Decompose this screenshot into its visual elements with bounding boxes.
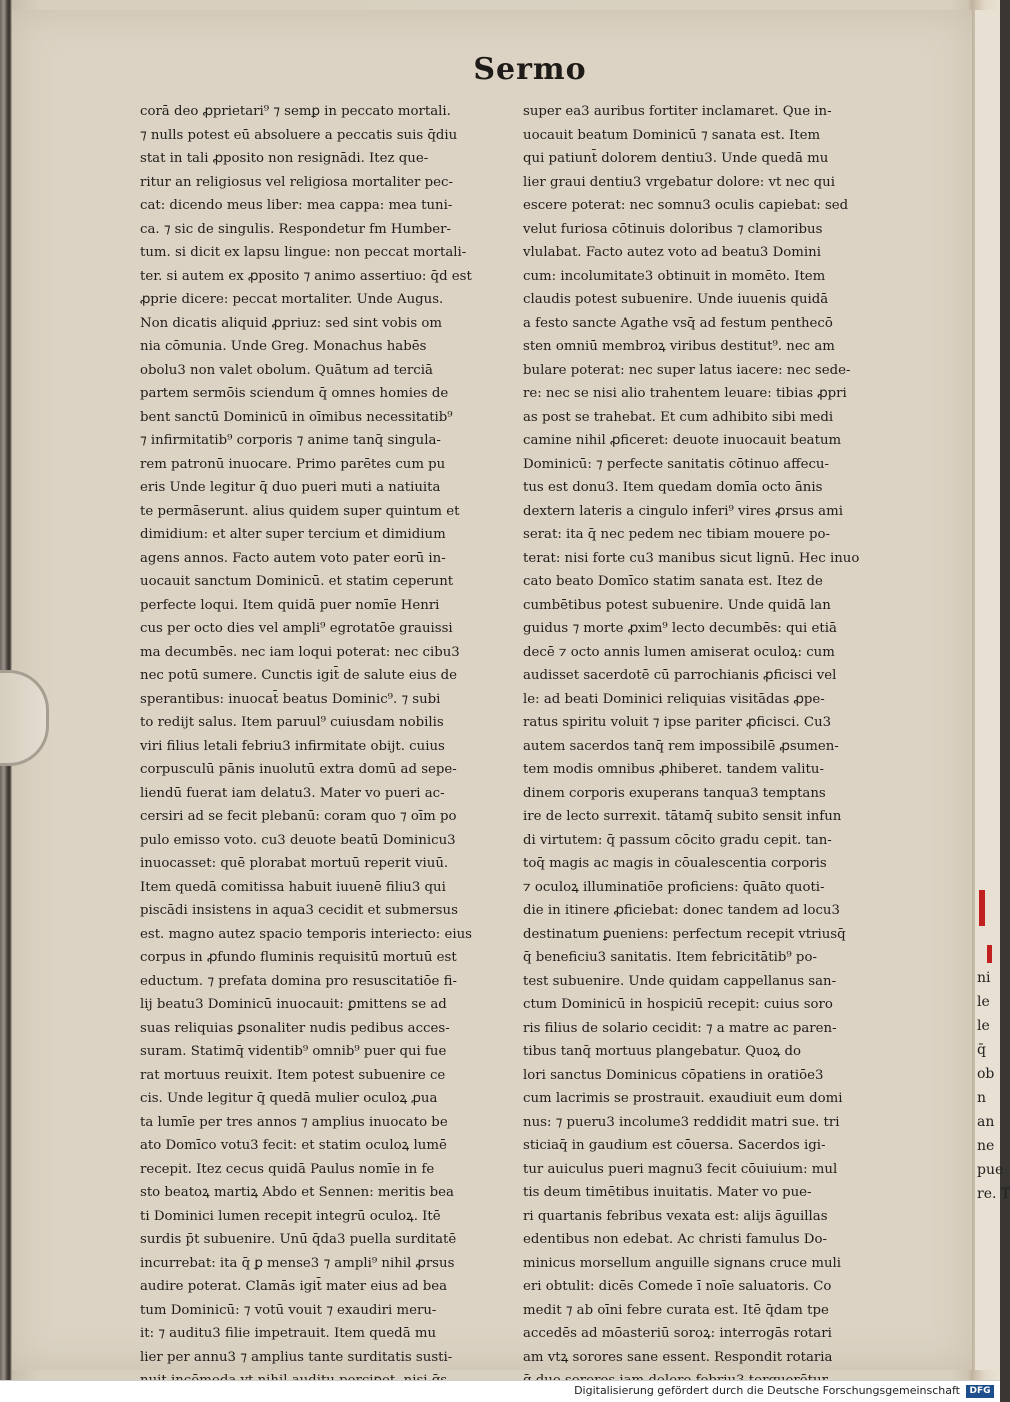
text-line: le: ad beati Dominici reliquias visitādas ꝓpe‑ <box>523 691 825 707</box>
text-line: a festo sancte Agathe vsq̄ ad festum penthecō <box>523 315 833 331</box>
next-page-fragment: pue <box>977 1162 1004 1178</box>
text-line: minicus morsellum anguille signans cruce muli <box>523 1255 842 1271</box>
text-line: bent sanctū Dominicū in oīmibus necessitatib⁹ <box>140 409 453 425</box>
text-line: rat mortuus reuixit. Item potest subuenire ce <box>140 1067 446 1083</box>
text-line: eri obtulit: dicēs Comede ī noīe saluatoris. Co <box>523 1279 832 1294</box>
text-line: ter. si autem ex ꝓposito ⁊ animo assertiuo: q̄d est <box>140 268 472 284</box>
text-line: tur auiculus pueri magnu3 fecit cōuiuium: mul <box>523 1161 838 1177</box>
adjacent-page-edge <box>975 10 1010 1370</box>
text-line: corpusculū pānis inuolutū extra domū ad sepe‑ <box>140 762 457 777</box>
text-line: sticiaq̄ in gaudium est cōuersa. Sacerdos igi‑ <box>523 1138 826 1153</box>
text-line: eductum. ⁊ prefata domina pro resuscitatiōe fi‑ <box>140 973 457 989</box>
next-page-fragment: ni <box>977 970 991 986</box>
text-line: ꝓprie dicere: peccat mortaliter. Unde Augus. <box>140 292 444 307</box>
text-line: ti Dominici lumen recepit integrū oculoꝝ. Itē <box>140 1208 441 1224</box>
text-line: autem sacerdos tanq̄ rem impossibilē ꝓsumen‑ <box>523 738 839 754</box>
text-line: ato Domīco votu3 fecit: et statim oculoꝝ lumē <box>140 1138 447 1153</box>
text-line: as post se trahebat. Et cum adhibito sibi medi <box>523 409 834 425</box>
text-line: eris Unde legitur q̄ duo pueri muti a natiuita <box>140 480 441 495</box>
text-line: cersiri ad se fecit plebanū: coram quo ⁊ oīm po <box>140 809 457 824</box>
text-line: terat: nisi forte cu3 manibus sicut lignū. Hec inuo <box>523 550 860 566</box>
text-line: bulare poterat: nec super latus iacere: nec sede‑ <box>523 362 851 378</box>
text-line: sperantibus: inuocat̄ beatus Dominic⁹. ⁊ subi <box>140 691 441 707</box>
next-page-fragment: ne <box>977 1138 995 1154</box>
text-line: ratus spiritu voluit ⁊ ipse pariter ꝓficisci. Cu3 <box>523 715 832 730</box>
text-line: cum: incolumitate3 obtinuit in momēto. Item <box>523 268 826 284</box>
text-line: dinem corporis exuperans tanqua3 temptans <box>523 785 826 801</box>
text-line: re: nec se nisi alio trahentem leuare: tibias ꝓpri <box>523 386 847 401</box>
text-line: guidus ⁊ morte ꝓxim⁹ lecto decumbēs: qui etiā <box>523 621 837 636</box>
text-line: ctum Dominicū in hospiciū recepit: cuius soro <box>523 997 833 1012</box>
text-line: pulo emisso voto. cu3 deuote beatū Dominicu3 <box>140 832 456 848</box>
text-line: nus: ⁊ pueru3 incolume3 reddidit matri sue. tri <box>523 1114 840 1130</box>
text-line: am vtꝝ sorores sane essent. Respondit rotaria <box>523 1349 833 1365</box>
text-line: ri quartanis febribus vexata est: alijs āguillas <box>523 1208 828 1224</box>
text-line: ritur an religiosus vel religiosa mortaliter pec‑ <box>140 174 453 190</box>
text-line: lier per annu3 ⁊ amplius tante surditatis susti‑ <box>140 1349 453 1365</box>
next-page-fragment: re. T <box>977 1186 1010 1202</box>
text-line: liendū fuerat iam delatu3. Mater vo pueri ac‑ <box>140 785 445 801</box>
text-line: ⁊ oculoꝝ illuminatiōe proficiens: q̄uāto quoti‑ <box>523 879 825 895</box>
text-line: surdis p̄t subuenire. Unū q̄da3 puella surditatē <box>140 1232 457 1247</box>
text-line: dextern lateris a cingulo inferi⁹ vires ꝓrsus ami <box>523 503 843 519</box>
text-line: piscādi insistens in aqua3 cecidit et submersus <box>140 903 458 918</box>
next-page-fragment: le <box>977 994 990 1010</box>
text-line: uocauit beatum Dominicū ⁊ sanata est. Item <box>523 127 821 143</box>
text-line: ta lumīe per tres annos ⁊ amplius inuocato be <box>140 1114 448 1130</box>
text-line: edentibus non edebat. Ac christi famulus Do‑ <box>523 1232 827 1247</box>
text-line: dimidium: et alter super tercium et dimidium <box>140 527 446 542</box>
next-page-fragment: n <box>977 1090 987 1106</box>
text-line: suas reliquias ꝑsonaliter nudis pedibus acces‑ <box>140 1020 450 1036</box>
text-line: recepit. Itez cecus quidā Paulus nomīe in fe <box>140 1161 435 1177</box>
text-line: tum. si dicit ex lapsu lingue: non peccat mortali‑ <box>140 245 467 260</box>
text-line: medit ⁊ ab oīni febre curata est. Itē q̄dam tpe <box>523 1302 829 1318</box>
text-line: tem modis omnibus ꝓhiberet. tandem valitu‑ <box>523 762 824 777</box>
text-line: cumbētibus potest subuenire. Unde quidā lan <box>523 597 831 613</box>
text-line: test subuenire. Unde quidam cappellanus san‑ <box>523 973 837 989</box>
text-line: cis. Unde legitur q̄ quedā mulier oculoꝝ ꝓua <box>140 1091 438 1106</box>
text-line: sto beatoꝝ martiꝝ Abdo et Sennen: meritis bea <box>140 1185 454 1200</box>
text-line: incurrebat: ita q̄ ꝑ mense3 ⁊ ampli⁹ nihil ꝓrsus <box>140 1255 455 1271</box>
next-page-fragment: q̄ <box>977 1042 986 1058</box>
text-line: cato beato Domīco statim sanata est. Itez de <box>523 574 823 589</box>
text-line: tus est donu3. Item quedam domīa octo ānis <box>523 480 823 495</box>
next-page-fragment: an <box>977 1114 995 1130</box>
text-line: q̄ beneficiu3 sanitatis. Item febricitātib⁹ po‑ <box>523 950 817 965</box>
text-line: it: ⁊ auditu3 filie impetrauit. Item quedā mu <box>140 1326 437 1341</box>
text-line: ris filius de solario cecidit: ⁊ a matre ac paren‑ <box>523 1020 837 1036</box>
text-line: cat: dicendo meus liber: mea cappa: mea tuni‑ <box>140 198 453 213</box>
text-line: cum lacrimis se prostrauit. exaudiuit eum domi <box>523 1091 843 1106</box>
text-line: tibus tanq̄ mortuus plangebatur. Quoꝝ do <box>523 1044 802 1059</box>
text-line: est. magno autez spacio temporis interiecto: eius <box>140 926 472 942</box>
text-line: lori sanctus Dominicus cōpatiens in oratiōe3 <box>523 1067 824 1083</box>
text-line: escere poterat: nec somnu3 oculis capiebat: sed <box>523 198 849 213</box>
text-line: partem sermōis sciendum q̄ omnes homies de <box>140 386 449 401</box>
text-line: serat: ita q̄ nec pedem nec tibiam mouere po‑ <box>523 527 830 542</box>
dfg-logo[interactable]: DFG <box>966 1385 994 1398</box>
text-line: Non dicatis aliquid ꝓpriuz: sed sint vobis om <box>140 315 442 331</box>
text-line: ma decumbēs. nec iam loqui poterat: nec cibu3 <box>140 644 460 660</box>
text-line: lier graui dentiu3 vrgebatur dolore: vt nec qui <box>523 174 835 190</box>
text-line: nia cōmunia. Unde Greg. Monachus habēs <box>140 339 427 354</box>
text-line: lij beatu3 Dominicū inuocauit: ꝑmittens se ad <box>140 997 447 1012</box>
text-line: inuocasset: quē plorabat mortuū reperit viuū. <box>140 856 449 871</box>
text-line: claudis potest subuenire. Unde iuuenis quidā <box>523 292 829 307</box>
text-line: accedēs ad mōasteriū soroꝝ: interrogās rotari <box>523 1326 832 1341</box>
text-line: Item quedā comitissa habuit iuuenē filiu3 qui <box>140 879 446 895</box>
text-line: rem patronū inuocare. Primo parētes cum pu <box>140 456 446 472</box>
text-line: corā deo ꝓprietari⁹ ⁊ semꝑ in peccato mortali. <box>140 104 451 119</box>
text-line: ire de lecto surrexit. tātamq̄ subito sensit infun <box>523 809 842 824</box>
text-column-left <box>140 100 500 1393</box>
next-page-fragment: ob <box>977 1066 995 1082</box>
text-line: camine nihil ꝓficeret: deuote inuocauit beatum <box>523 433 842 448</box>
text-line: ⁊ infirmitatib⁹ corporis ⁊ anime tanq̄ singula‑ <box>140 433 441 448</box>
text-line: velut furiosa cōtinuis doloribus ⁊ clamoribus <box>523 221 823 237</box>
footer-bar <box>0 1380 1000 1402</box>
text-line: to redijt salus. Item paruul⁹ cuiusdam nobilis <box>140 715 444 730</box>
text-line: cus per octo dies vel ampli⁹ egrotatōe grauissi <box>140 621 453 636</box>
text-line: destinatum ꝑueniens: perfectum recepit vtriusq̄ <box>523 926 846 942</box>
text-line: decē ⁊ octo annis lumen amiserat oculoꝝ: cum <box>523 644 835 660</box>
text-line: obolu3 non valet obolum. Quātum ad terciā <box>140 362 433 378</box>
text-line: perfecte loqui. Item quidā puer nomīe Henri <box>140 597 440 613</box>
text-column-right <box>523 100 883 1393</box>
text-line: stat in tali ꝓposito non resignādi. Itez que‑ <box>140 151 429 166</box>
text-line: tum Dominicū: ⁊ votū vouit ⁊ exaudiri meru‑ <box>140 1302 437 1318</box>
text-line: tis deum timētibus inuitatis. Mater vo pue‑ <box>523 1185 812 1200</box>
text-line: Dominicū: ⁊ perfecte sanitatis cōtinuo affecu‑ <box>523 456 829 472</box>
running-head: Sermo <box>473 52 587 87</box>
text-line: ⁊ nulls potest eū absoluere a peccatis suis q̄diu <box>140 127 458 143</box>
text-line: audisset sacerdotē cū parrochianis ꝓficisci vel <box>523 668 837 683</box>
text-line: agens annos. Facto autem voto pater eorū in‑ <box>140 550 446 566</box>
next-page-fragment: le <box>977 1018 990 1034</box>
text-line: ca. ⁊ sic de singulis. Respondetur fm Humber‑ <box>140 221 451 237</box>
text-line: qui patiunt̄ dolorem dentiu3. Unde quedā mu <box>523 151 829 166</box>
text-line: te permāserunt. alius quidem super quintum et <box>140 503 460 519</box>
text-line: die in itinere ꝓficiebat: donec tandem ad locu3 <box>523 903 840 918</box>
text-line: toq̄ magis ac magis in cōualescentia corporis <box>523 856 827 871</box>
rubric-mark <box>979 890 985 926</box>
text-line: suram. Statimq̄ videntib⁹ omnib⁹ puer qui fue <box>140 1044 447 1059</box>
text-line: sten omniū membroꝝ viribus destitut⁹. nec am <box>523 339 835 354</box>
text-line: vlulabat. Facto autez voto ad beatu3 Domini <box>523 245 821 260</box>
text-line: super ea3 auribus fortiter inclamaret. Que in‑ <box>523 104 832 119</box>
text-line: audire poterat. Clamās igit̄ mater eius ad bea <box>140 1279 448 1294</box>
text-line: uocauit sanctum Dominicū. et statim ceperunt <box>140 574 454 589</box>
rubric-mark <box>987 945 992 963</box>
footer-credit: Digitalisierung gefördert durch die Deutsche Forschungsgemeinschaft <box>574 1384 960 1397</box>
text-line: nec potū sumere. Cunctis igit̄ de salute eius de <box>140 668 458 683</box>
text-line: viri filius letali febriu3 infirmitate obijt. cuius <box>140 738 445 754</box>
text-line: corpus in ꝓfundo fluminis requisitū mortuū est <box>140 950 457 965</box>
text-line: di virtutem: q̄ passum cōcito gradu cepit. tan‑ <box>523 832 832 848</box>
